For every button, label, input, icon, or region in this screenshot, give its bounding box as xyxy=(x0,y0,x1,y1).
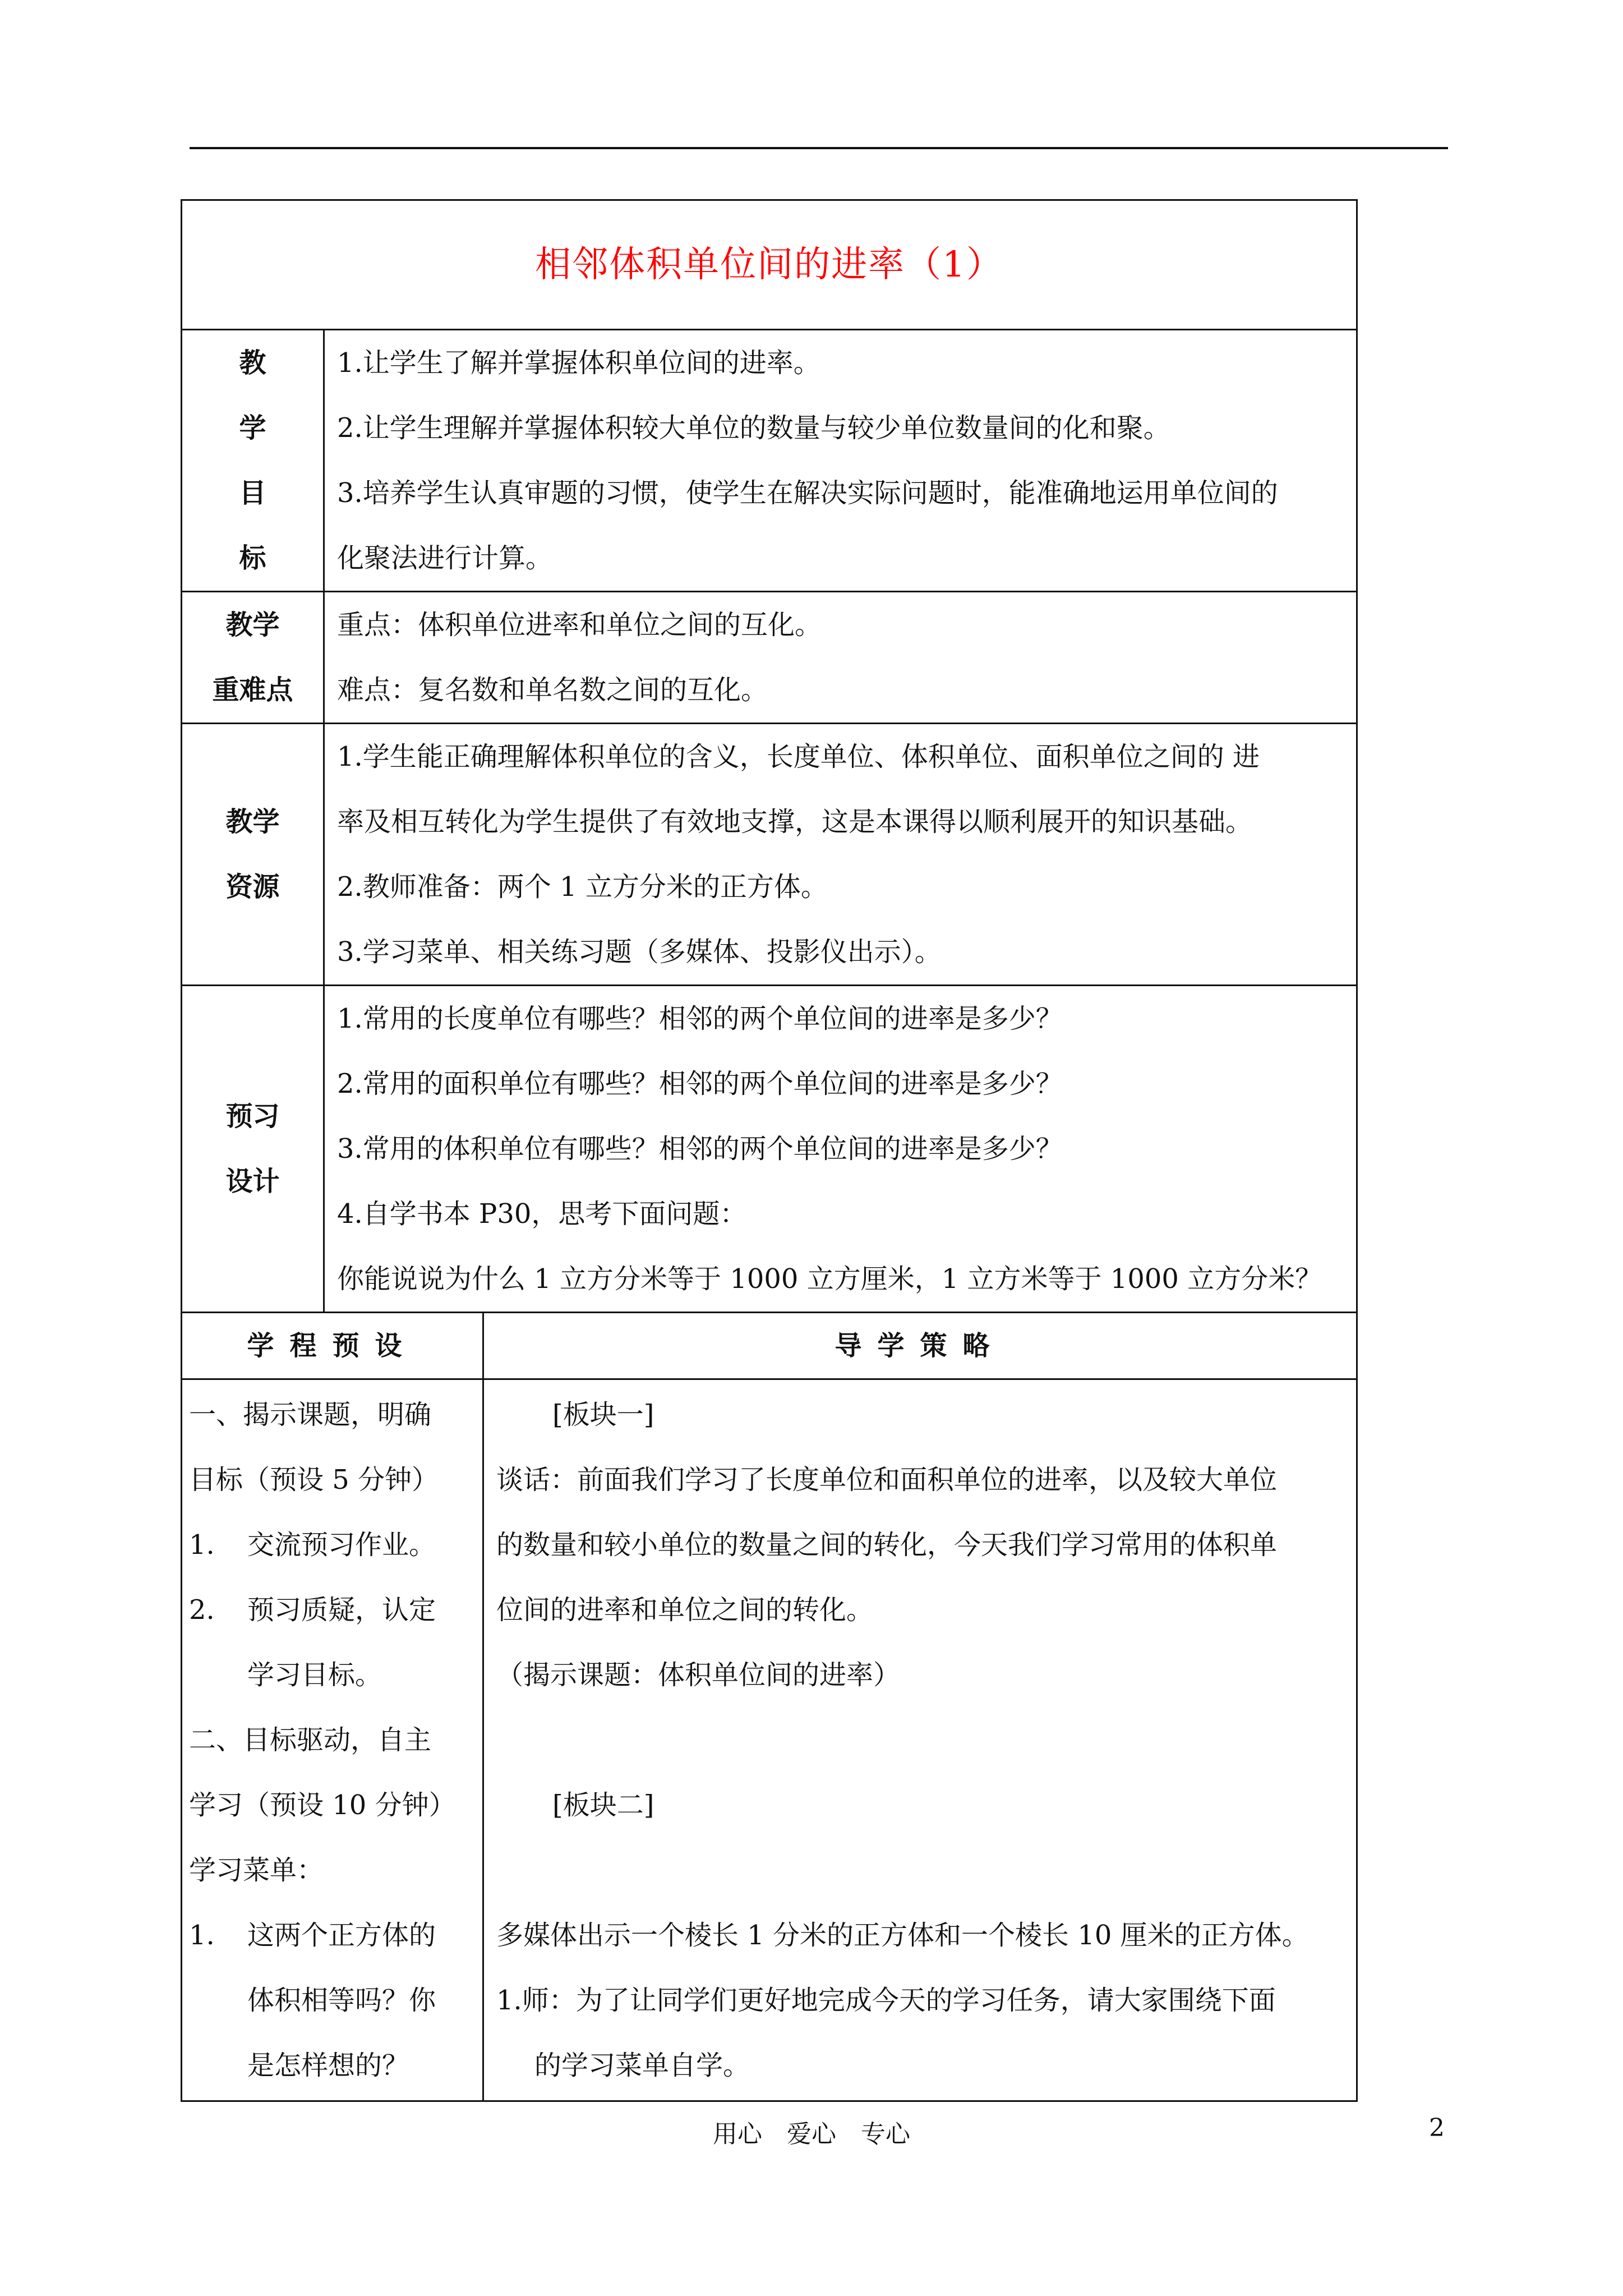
preview-label xyxy=(182,986,324,1313)
lesson-plan-table xyxy=(181,199,1358,2102)
preview-line: 3.常用的体积单位有哪些？相邻的两个单位间的进率是多少？ xyxy=(337,1133,1063,1165)
spacer xyxy=(496,1708,1344,1773)
item-text: 是怎样想的？ xyxy=(247,2050,409,2081)
objective-line: 化聚法进行计算。 xyxy=(337,542,553,574)
resource-line: 1.学生能正确理解体积单位的含义，长度单位、体积单位、面积单位之间的 进 xyxy=(337,741,1260,772)
preview-content xyxy=(324,986,1357,1313)
key-points-label xyxy=(182,592,324,724)
resources-label xyxy=(182,724,324,986)
item-text: 这两个正方体的 xyxy=(247,1920,436,1951)
process-header: 学程预设 xyxy=(182,1313,483,1379)
list-item xyxy=(189,1512,476,1577)
preview-line: 4.自学书本 P30，思考下面问题： xyxy=(337,1198,747,1230)
strategy-line: 的学习菜单自学。 xyxy=(534,2050,750,2081)
label-text: 重难点 xyxy=(212,674,293,706)
item-number: 1. xyxy=(189,1529,215,1561)
objectives-content xyxy=(324,330,1357,592)
key-point-line: 重点：体积单位进率和单位之间的互化。 xyxy=(337,609,822,641)
strategy-column xyxy=(483,1379,1357,2101)
resources-row xyxy=(182,724,1357,986)
list-item-continued xyxy=(189,1642,476,1708)
label-text: 设计 xyxy=(225,1166,280,1197)
resource-line: 3.学习菜单、相关练习题（多媒体、投影仪出示）。 xyxy=(337,936,942,968)
label-text: 教学 xyxy=(225,806,280,838)
spacer xyxy=(496,1838,1344,1903)
strategy-line: 位间的进率和单位之间的转化。 xyxy=(496,1594,874,1626)
menu-label: 学习菜单： xyxy=(189,1855,324,1886)
resource-line: 2.教师准备：两个 1 立方分米的正方体。 xyxy=(337,871,828,903)
title-row xyxy=(182,200,1357,330)
list-item-continued xyxy=(189,1968,476,2033)
process-body-row xyxy=(182,1379,1357,2101)
label-char: 目 xyxy=(239,477,266,509)
objective-line: 1.让学生了解并掌握体积单位间的进率。 xyxy=(337,347,820,379)
preview-line: 你能说说为什么 1 立方分米等于 1000 立方厘米，1 立方米等于 1000 立方分米？ xyxy=(337,1263,1322,1295)
strategy-line: 的数量和较小单位的数量之间的转化，今天我们学习常用的体积单 xyxy=(496,1529,1278,1561)
process-column xyxy=(182,1379,483,2101)
item-text: 预习质疑，认定 xyxy=(247,1594,436,1626)
strategy-line: （揭示课题：体积单位间的进率） xyxy=(496,1659,901,1691)
label-text: 预习 xyxy=(225,1101,280,1132)
item-number: 2. xyxy=(189,1594,215,1626)
section-heading: 一、揭示课题，明确 xyxy=(189,1399,432,1430)
block-heading: [板块一] xyxy=(552,1399,654,1430)
strategy-header: 导学策略 xyxy=(483,1313,1357,1379)
list-item-continued xyxy=(189,2033,476,2098)
label-text: 资源 xyxy=(225,871,280,903)
strategy-line: 谈话：前面我们学习了长度单位和面积单位的进率，以及较大单位 xyxy=(496,1464,1278,1496)
preview-row xyxy=(182,986,1357,1313)
label-char: 标 xyxy=(239,542,266,574)
list-item xyxy=(189,1577,476,1642)
key-points-row xyxy=(182,592,1357,724)
block-heading: [板块二] xyxy=(552,1789,654,1821)
list-item xyxy=(189,1903,476,1968)
section-heading: 学习（预设 10 分钟） xyxy=(189,1789,456,1821)
objective-line: 2.让学生理解并掌握体积较大单位的数量与较少单位数量间的化和聚。 xyxy=(337,412,1170,444)
objective-line: 3.培养学生认真审题的习惯，使学生在解决实际问题时，能准确地运用单位间的 xyxy=(337,477,1278,509)
strategy-line: 1.师：为了让同学们更好地完成今天的学习任务，请大家围绕下面 xyxy=(496,1985,1276,2016)
process-header-row xyxy=(182,1313,1357,1379)
resources-content xyxy=(324,724,1357,986)
preview-line: 1.常用的长度单位有哪些？相邻的两个单位间的进率是多少？ xyxy=(337,1003,1063,1034)
item-text: 学习目标。 xyxy=(247,1659,382,1691)
strategy-line: 多媒体出示一个棱长 1 分米的正方体和一个棱长 10 厘米的正方体。 xyxy=(496,1920,1309,1951)
label-text: 教学 xyxy=(225,609,280,641)
section-heading: 二、目标驱动，自主 xyxy=(189,1724,432,1756)
page-footer: 用心 爱心 专心 xyxy=(713,2120,910,2148)
objectives-label xyxy=(182,330,324,592)
label-char: 教 xyxy=(239,347,266,379)
preview-line: 2.常用的面积单位有哪些？相邻的两个单位间的进率是多少？ xyxy=(337,1068,1063,1099)
key-point-line: 难点：复名数和单名数之间的互化。 xyxy=(337,674,768,706)
label-char: 学 xyxy=(239,412,266,444)
item-number: 1. xyxy=(189,1920,215,1951)
resource-line: 率及相互转化为学生提供了有效地支撑，这是本课得以顺利展开的知识基础。 xyxy=(337,806,1253,838)
objectives-row xyxy=(182,330,1357,592)
lesson-title: 相邻体积单位间的进率（1） xyxy=(182,200,1357,330)
key-points-content xyxy=(324,592,1357,724)
item-text: 交流预习作业。 xyxy=(247,1529,436,1561)
page-number: 2 xyxy=(1429,2114,1445,2142)
header-rule xyxy=(190,147,1448,149)
section-heading: 目标（预设 5 分钟） xyxy=(189,1464,439,1496)
item-text: 体积相等吗？你 xyxy=(247,1985,436,2016)
